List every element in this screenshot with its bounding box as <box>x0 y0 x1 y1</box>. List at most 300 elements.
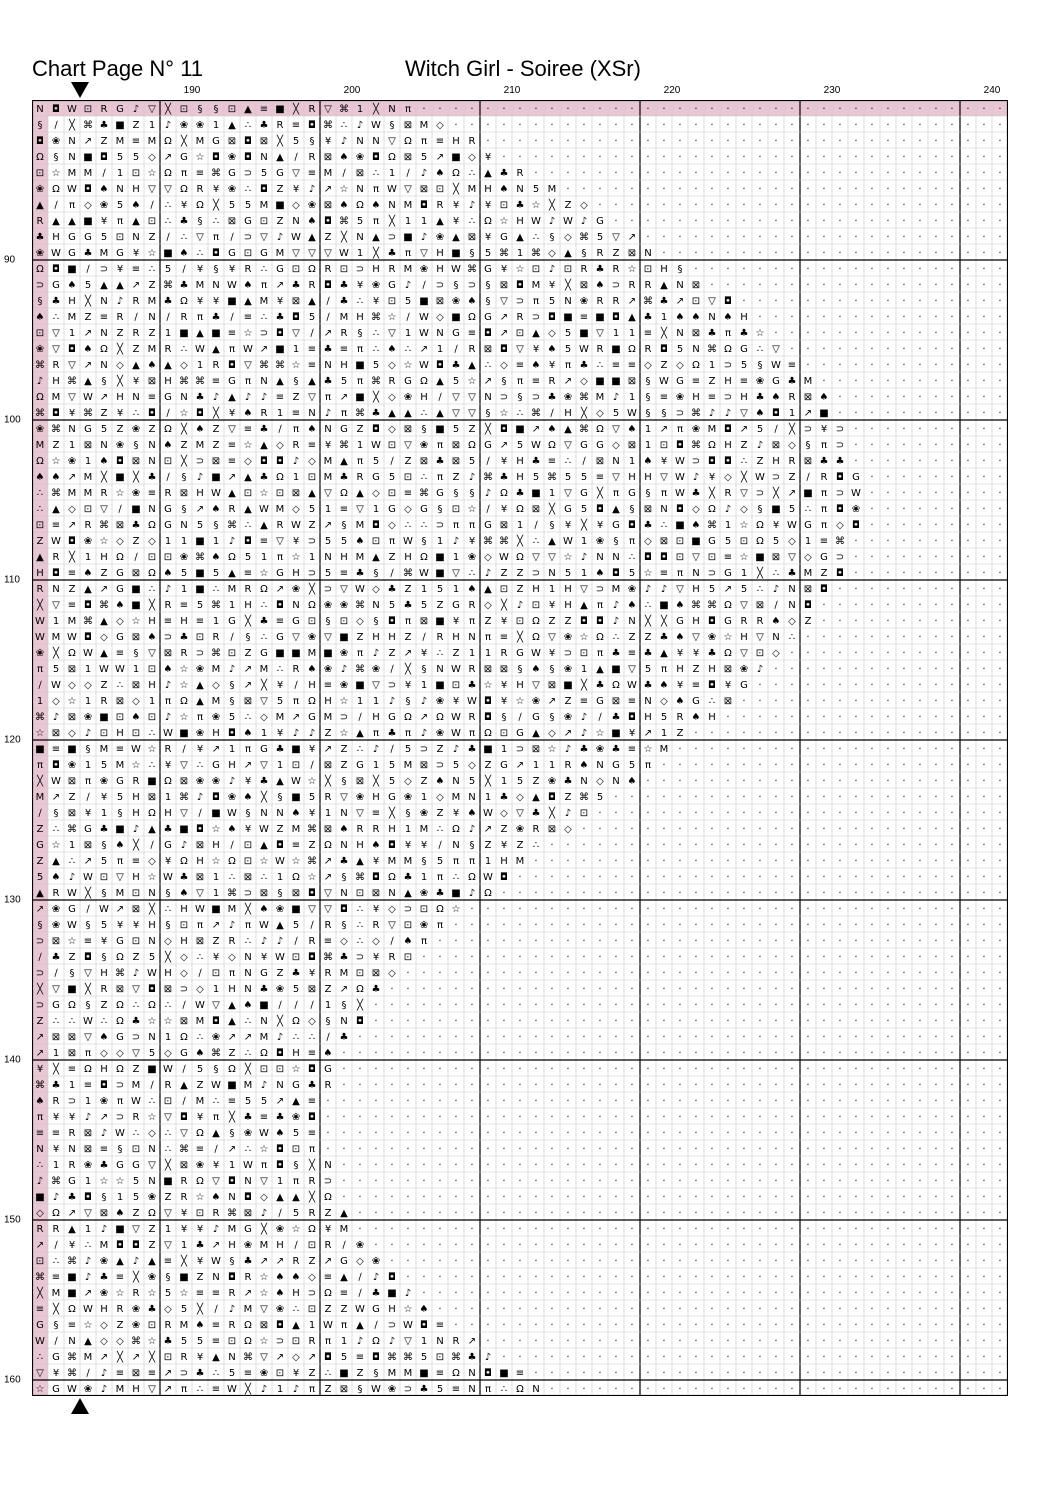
stitch-symbol: N <box>692 568 699 579</box>
stitch-symbol: · <box>950 1272 953 1283</box>
stitch-symbol: ☆ <box>628 264 637 275</box>
stitch-symbol: ▽ <box>132 1224 140 1235</box>
stitch-symbol: M <box>388 1368 397 1379</box>
stitch-symbol: · <box>822 184 825 195</box>
stitch-symbol: · <box>518 1016 521 1027</box>
stitch-symbol: N <box>276 1080 283 1091</box>
stitch-symbol: · <box>694 920 697 931</box>
stitch-symbol: ∕ <box>150 840 154 851</box>
stitch-symbol: ⊠ <box>660 536 668 547</box>
stitch-symbol: · <box>790 872 793 883</box>
stitch-symbol: ∴ <box>133 408 139 419</box>
stitch-symbol: · <box>470 1000 473 1011</box>
stitch-symbol: ⊃ <box>532 392 540 403</box>
stitch-symbol: ⌘ <box>339 216 349 227</box>
stitch-symbol: · <box>726 136 729 147</box>
stitch-symbol: ■ <box>355 680 364 691</box>
stitch-symbol: · <box>870 584 873 595</box>
stitch-symbol: ⊡ <box>276 488 284 499</box>
stitch-symbol: N <box>68 152 75 163</box>
stitch-symbol: ♪ <box>277 1032 283 1043</box>
stitch-symbol: · <box>998 104 1001 115</box>
stitch-symbol: · <box>806 744 809 755</box>
stitch-symbol: · <box>998 632 1001 643</box>
stitch-symbol: · <box>934 936 937 947</box>
stitch-symbol: · <box>342 1128 345 1139</box>
stitch-symbol: ⌘ <box>483 536 493 547</box>
stitch-symbol: ¥ <box>213 1160 219 1171</box>
stitch-symbol: · <box>982 840 985 851</box>
stitch-symbol: ☆ <box>116 1176 125 1187</box>
stitch-symbol: · <box>822 1272 825 1283</box>
stitch-symbol: · <box>918 680 921 691</box>
stitch-symbol: · <box>710 248 713 259</box>
stitch-symbol: · <box>742 1272 745 1283</box>
stitch-symbol: ❀ <box>308 632 316 643</box>
stitch-symbol: ☆ <box>196 1192 205 1203</box>
stitch-symbol: ♠ <box>676 312 685 323</box>
stitch-symbol: · <box>614 888 617 899</box>
stitch-symbol: · <box>694 1016 697 1027</box>
stitch-symbol: ¥ <box>85 808 91 819</box>
stitch-symbol: · <box>950 296 953 307</box>
stitch-symbol: · <box>566 936 569 947</box>
stitch-symbol: · <box>870 1288 873 1299</box>
stitch-symbol: · <box>662 904 665 915</box>
stitch-symbol: ↗ <box>420 344 428 355</box>
stitch-symbol: ♣ <box>788 376 797 387</box>
stitch-symbol: · <box>342 1048 345 1059</box>
stitch-symbol: · <box>758 1112 761 1123</box>
stitch-symbol: · <box>966 152 969 163</box>
stitch-symbol: ♣ <box>180 632 189 643</box>
stitch-symbol: N <box>564 296 571 307</box>
stitch-symbol: H <box>692 584 700 595</box>
stitch-symbol: 5 <box>117 152 123 163</box>
stitch-symbol: 5 <box>565 568 571 579</box>
stitch-symbol: ☆ <box>68 936 77 947</box>
stitch-symbol: · <box>998 728 1001 739</box>
stitch-symbol: · <box>870 216 873 227</box>
stitch-symbol: ⌘ <box>403 568 413 579</box>
stitch-symbol: ⊡ <box>148 216 156 227</box>
stitch-symbol: · <box>934 744 937 755</box>
stitch-symbol: · <box>598 1304 601 1315</box>
stitch-symbol: R <box>373 920 380 931</box>
stitch-symbol: R <box>53 1096 60 1107</box>
stitch-symbol: ∴ <box>53 312 59 323</box>
stitch-symbol: ⊃ <box>308 536 316 547</box>
stitch-symbol: ¥ <box>501 504 507 515</box>
stitch-symbol: ∴ <box>533 840 539 851</box>
stitch-symbol: · <box>950 808 953 819</box>
stitch-symbol: ❀ <box>132 424 140 435</box>
stitch-symbol: · <box>982 472 985 483</box>
stitch-symbol: ♣ <box>452 360 461 371</box>
stitch-symbol: 5 <box>165 264 171 275</box>
stitch-symbol: Ω <box>484 216 492 227</box>
stitch-symbol: ♠ <box>692 520 701 531</box>
stitch-symbol: · <box>758 200 761 211</box>
stitch-symbol: ¥ <box>181 200 187 211</box>
stitch-symbol: · <box>518 920 521 931</box>
stitch-symbol: ■ <box>147 1064 156 1075</box>
stitch-symbol: Ω <box>356 984 364 995</box>
stitch-symbol: · <box>950 1224 953 1235</box>
stitch-symbol: ☆ <box>292 1064 301 1075</box>
stitch-symbol: ◘ <box>708 456 716 467</box>
stitch-symbol: · <box>838 584 841 595</box>
stitch-symbol: · <box>550 1240 553 1251</box>
stitch-symbol: · <box>966 776 969 787</box>
stitch-symbol: · <box>886 728 889 739</box>
stitch-symbol: · <box>598 1032 601 1043</box>
stitch-symbol: · <box>374 1224 377 1235</box>
stitch-symbol: · <box>982 664 985 675</box>
stitch-symbol: · <box>630 1064 633 1075</box>
stitch-symbol: ◇ <box>388 904 396 915</box>
stitch-symbol: 1 <box>613 328 619 339</box>
stitch-symbol: · <box>982 968 985 979</box>
stitch-symbol: · <box>390 1080 393 1091</box>
stitch-symbol: ↗ <box>196 504 204 515</box>
stitch-symbol: · <box>902 648 905 659</box>
stitch-symbol: N <box>532 1384 539 1395</box>
stitch-symbol: ▲ <box>340 1272 348 1283</box>
stitch-symbol: ▽ <box>212 1176 220 1187</box>
stitch-symbol: G <box>244 216 252 227</box>
stitch-symbol: · <box>726 728 729 739</box>
stitch-symbol: ♣ <box>596 680 605 691</box>
stitch-symbol: · <box>918 824 921 835</box>
stitch-symbol: ■ <box>659 600 668 611</box>
stitch-symbol: ♠ <box>356 536 365 547</box>
stitch-symbol: ≡ <box>740 376 748 387</box>
stitch-symbol: · <box>758 280 761 291</box>
stitch-symbol: · <box>614 1368 617 1379</box>
stitch-symbol: G <box>116 936 124 947</box>
stitch-symbol: · <box>934 952 937 963</box>
stitch-symbol: ◘ <box>596 616 604 627</box>
stitch-symbol: ▲ <box>596 664 604 675</box>
stitch-symbol: ❀ <box>148 1272 156 1283</box>
stitch-symbol: N <box>788 584 795 595</box>
stitch-symbol: ⌘ <box>259 360 269 371</box>
stitch-symbol: G <box>452 328 460 339</box>
stitch-symbol: · <box>646 1064 649 1075</box>
stitch-symbol: · <box>822 824 825 835</box>
stitch-symbol: ❀ <box>132 1304 140 1315</box>
stitch-symbol: ☆ <box>180 408 189 419</box>
stitch-symbol: · <box>822 168 825 179</box>
stitch-symbol: 1 <box>357 696 363 707</box>
stitch-symbol: ⊠ <box>180 488 188 499</box>
stitch-symbol: · <box>870 104 873 115</box>
stitch-symbol: R <box>597 248 604 259</box>
stitch-symbol: ☆ <box>260 1336 269 1347</box>
stitch-symbol: ∴ <box>629 552 635 563</box>
stitch-symbol: W <box>275 856 285 867</box>
stitch-symbol: Z <box>805 616 812 627</box>
stitch-symbol: Z <box>485 760 492 771</box>
stitch-symbol: · <box>758 1176 761 1187</box>
stitch-symbol: · <box>550 1128 553 1139</box>
stitch-symbol: ▽ <box>68 360 76 371</box>
stitch-symbol: · <box>838 744 841 755</box>
stitch-symbol: · <box>886 648 889 659</box>
stitch-symbol: · <box>934 1160 937 1171</box>
stitch-symbol: · <box>838 200 841 211</box>
stitch-symbol: ⊠ <box>804 392 812 403</box>
stitch-symbol: ☆ <box>468 504 477 515</box>
stitch-symbol: · <box>614 1336 617 1347</box>
stitch-symbol: · <box>454 1240 457 1251</box>
stitch-symbol: ▲ <box>68 216 76 227</box>
stitch-symbol: ≡ <box>452 1384 460 1395</box>
stitch-symbol: · <box>470 1032 473 1043</box>
stitch-symbol: ⊡ <box>340 616 348 627</box>
stitch-symbol: · <box>422 1096 425 1107</box>
stitch-symbol: · <box>598 1080 601 1091</box>
stitch-symbol: ╳ <box>276 134 284 147</box>
stitch-symbol: ❀ <box>420 264 428 275</box>
stitch-symbol: ♣ <box>564 776 573 787</box>
stitch-symbol: · <box>982 1208 985 1219</box>
stitch-symbol: ◘ <box>308 1112 316 1123</box>
stitch-symbol: ∴ <box>197 1384 203 1395</box>
center-marker-top <box>71 82 89 98</box>
stitch-symbol: · <box>422 1160 425 1171</box>
stitch-symbol: ♪ <box>37 1176 43 1187</box>
stitch-symbol: ♠ <box>724 312 733 323</box>
stitch-symbol: ⌘ <box>35 408 45 419</box>
stitch-symbol: · <box>934 1000 937 1011</box>
stitch-symbol: · <box>854 1032 857 1043</box>
stitch-symbol: ▲ <box>292 1320 300 1331</box>
stitch-symbol: ∕ <box>166 472 170 483</box>
stitch-symbol: ▲ <box>244 104 252 115</box>
stitch-symbol: ◘ <box>244 136 252 147</box>
stitch-symbol: H <box>356 840 364 851</box>
stitch-symbol: · <box>390 1128 393 1139</box>
stitch-symbol: N <box>772 632 779 643</box>
stitch-symbol: M <box>228 584 237 595</box>
stitch-symbol: ◇ <box>468 760 476 771</box>
stitch-symbol: · <box>774 1352 777 1363</box>
stitch-symbol: · <box>806 1176 809 1187</box>
stitch-symbol: ☆ <box>196 152 205 163</box>
stitch-symbol: R <box>469 344 476 355</box>
stitch-symbol: ♣ <box>308 1080 317 1091</box>
stitch-symbol: · <box>614 1192 617 1203</box>
stitch-symbol: ∕ <box>310 1000 314 1011</box>
stitch-symbol: ∕ <box>54 120 58 131</box>
stitch-symbol: · <box>694 1272 697 1283</box>
stitch-symbol: ⌘ <box>707 520 717 531</box>
stitch-symbol: · <box>966 440 969 451</box>
stitch-symbol: H <box>180 936 188 947</box>
stitch-symbol: · <box>566 104 569 115</box>
stitch-symbol: · <box>854 776 857 787</box>
stitch-symbol: · <box>790 1192 793 1203</box>
stitch-symbol: · <box>838 808 841 819</box>
stitch-symbol: R <box>293 664 300 675</box>
stitch-symbol: ◇ <box>836 520 844 531</box>
stitch-symbol: ◘ <box>676 504 684 515</box>
stitch-symbol: 1 <box>325 808 331 819</box>
stitch-symbol: ⊠ <box>772 552 780 563</box>
stitch-symbol: · <box>614 1048 617 1059</box>
stitch-symbol: ❀ <box>340 600 348 611</box>
stitch-symbol: ◇ <box>180 968 188 979</box>
stitch-symbol: § <box>342 776 347 787</box>
stitch-symbol: ♣ <box>340 856 349 867</box>
stitch-symbol: W <box>451 264 461 275</box>
stitch-symbol: · <box>694 136 697 147</box>
stitch-symbol: R <box>293 440 300 451</box>
stitch-symbol: ☆ <box>292 552 301 563</box>
stitch-symbol: Ω <box>612 680 620 691</box>
stitch-symbol: ♪ <box>277 232 283 243</box>
stitch-symbol: W <box>531 216 541 227</box>
stitch-symbol: · <box>806 1000 809 1011</box>
stitch-symbol: ¥ <box>117 920 123 931</box>
stitch-symbol: · <box>982 888 985 899</box>
stitch-symbol: · <box>982 952 985 963</box>
stitch-symbol: ❀ <box>276 904 284 915</box>
stitch-symbol: · <box>742 808 745 819</box>
stitch-symbol: 1 <box>421 792 427 803</box>
stitch-symbol: ▽ <box>564 440 572 451</box>
stitch-symbol: ∕ <box>326 296 330 307</box>
stitch-symbol: ∴ <box>149 264 155 275</box>
stitch-symbol: ❀ <box>100 1096 108 1107</box>
stitch-symbol: · <box>758 1368 761 1379</box>
stitch-symbol: Z <box>133 120 140 131</box>
stitch-symbol: ∕ <box>86 792 90 803</box>
stitch-symbol: · <box>950 1384 953 1395</box>
stitch-symbol: ¥ <box>549 600 555 611</box>
stitch-symbol: Ω <box>708 504 716 515</box>
stitch-symbol: 1 <box>213 888 219 899</box>
stitch-symbol: Z <box>501 824 508 835</box>
stitch-symbol: § <box>646 376 651 387</box>
stitch-symbol: ♠ <box>116 840 125 851</box>
stitch-symbol: Ω <box>180 184 188 195</box>
stitch-symbol: · <box>726 872 729 883</box>
stitch-symbol: ⊠ <box>116 520 124 531</box>
stitch-symbol: · <box>902 1096 905 1107</box>
stitch-symbol: Z <box>645 632 652 643</box>
stitch-symbol: ◘ <box>308 952 316 963</box>
stitch-symbol: M <box>308 648 317 659</box>
stitch-symbol: ❀ <box>132 488 140 499</box>
stitch-symbol: ↗ <box>340 984 348 995</box>
stitch-symbol: ╳ <box>36 1286 44 1299</box>
stitch-symbol: · <box>918 232 921 243</box>
stitch-symbol: ♠ <box>628 776 637 787</box>
stitch-symbol: ∕ <box>182 1064 186 1075</box>
stitch-symbol: § <box>54 152 59 163</box>
stitch-symbol: · <box>742 1032 745 1043</box>
stitch-symbol: · <box>758 104 761 115</box>
stitch-symbol: 5 <box>133 1192 139 1203</box>
stitch-symbol: ⊡ <box>420 904 428 915</box>
stitch-symbol: ¥ <box>677 648 683 659</box>
stitch-symbol: · <box>886 104 889 115</box>
stitch-symbol: · <box>486 1320 489 1331</box>
stitch-symbol: · <box>854 1384 857 1395</box>
stitch-symbol: ⊃ <box>164 632 172 643</box>
stitch-symbol: 1 <box>325 1000 331 1011</box>
row-label-140: 140 <box>4 1055 21 1066</box>
stitch-symbol: ♣ <box>532 808 541 819</box>
stitch-symbol: ⊃ <box>772 472 780 483</box>
stitch-symbol: W <box>83 872 93 883</box>
stitch-symbol: · <box>582 1000 585 1011</box>
stitch-symbol: ⊠ <box>500 520 508 531</box>
stitch-symbol: ◘ <box>548 792 556 803</box>
stitch-symbol: 5 <box>325 568 331 579</box>
stitch-symbol: · <box>582 1288 585 1299</box>
stitch-symbol: ∕ <box>118 504 122 515</box>
stitch-symbol: ♪ <box>261 936 267 947</box>
stitch-symbol: ◇ <box>724 472 732 483</box>
stitch-symbol: · <box>614 1208 617 1219</box>
stitch-symbol: · <box>582 952 585 963</box>
stitch-symbol: · <box>886 632 889 643</box>
stitch-symbol: · <box>998 200 1001 211</box>
stitch-symbol: ⌘ <box>467 264 477 275</box>
stitch-symbol: H <box>292 568 300 579</box>
stitch-symbol: · <box>934 616 937 627</box>
stitch-symbol: · <box>582 168 585 179</box>
stitch-symbol: · <box>454 1128 457 1139</box>
stitch-symbol: M <box>532 280 541 291</box>
stitch-symbol: ♪ <box>101 1224 107 1235</box>
stitch-symbol: W <box>131 744 141 755</box>
stitch-symbol: ▽ <box>196 888 204 899</box>
stitch-symbol: · <box>726 152 729 163</box>
stitch-symbol: ⊠ <box>452 456 460 467</box>
stitch-symbol: ◘ <box>36 136 44 147</box>
stitch-symbol: ↗ <box>500 312 508 323</box>
stitch-symbol: · <box>790 232 793 243</box>
stitch-symbol: · <box>710 152 713 163</box>
stitch-symbol: · <box>758 776 761 787</box>
stitch-symbol: · <box>934 696 937 707</box>
stitch-symbol: ⌘ <box>307 824 317 835</box>
stitch-symbol: · <box>630 1272 633 1283</box>
stitch-symbol: ≡ <box>84 1080 92 1091</box>
stitch-symbol: · <box>678 1112 681 1123</box>
stitch-symbol: ∕ <box>278 1000 282 1011</box>
stitch-symbol: · <box>870 760 873 771</box>
stitch-symbol: M <box>452 792 461 803</box>
stitch-symbol: · <box>742 1000 745 1011</box>
stitch-symbol: ⊠ <box>244 872 252 883</box>
stitch-symbol: ■ <box>195 568 204 579</box>
stitch-symbol: ♣ <box>420 1384 429 1395</box>
stitch-symbol: · <box>614 1064 617 1075</box>
stitch-symbol: · <box>694 264 697 275</box>
stitch-symbol: ♣ <box>324 376 333 387</box>
stitch-symbol: · <box>790 1352 793 1363</box>
stitch-symbol: ∴ <box>741 456 747 467</box>
stitch-symbol: ☆ <box>36 728 45 739</box>
stitch-symbol: 5 <box>229 200 235 211</box>
stitch-symbol: · <box>550 1000 553 1011</box>
